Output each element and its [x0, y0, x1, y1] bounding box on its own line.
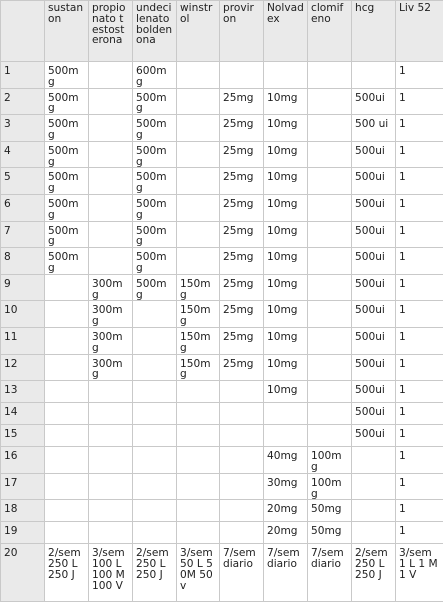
row-index-cell: 4: [1, 141, 45, 168]
table-cell: [45, 425, 89, 447]
table-cell: [133, 473, 177, 500]
column-header: propionato testosterona: [89, 1, 133, 62]
table-cell: 500ui: [352, 327, 396, 354]
table-cell: 25mg: [220, 327, 264, 354]
row-index-cell: 18: [1, 500, 45, 522]
table-cell: [308, 194, 352, 221]
column-header: Liv 52: [396, 1, 443, 62]
table-cell: 500mg: [45, 248, 89, 275]
table-cell: 25mg: [220, 274, 264, 301]
row-index-cell: 5: [1, 168, 45, 195]
table-cell: [89, 194, 133, 221]
table-row: [1, 62, 443, 89]
table-cell: 500mg: [45, 194, 89, 221]
table-cell: 3/sem 100 L 100 M 100 V: [89, 544, 133, 602]
table-cell: [177, 381, 220, 403]
table-cell: [45, 354, 89, 381]
table-cell: [89, 248, 133, 275]
table-cell: 7/sem diario: [308, 544, 352, 602]
table-cell: [89, 381, 133, 403]
table-cell: [45, 500, 89, 522]
table-cell: [308, 381, 352, 403]
table-cell: [177, 141, 220, 168]
table-row: [1, 248, 443, 275]
table-cell: [308, 221, 352, 248]
table-cell: [177, 62, 220, 89]
table-cell: [177, 115, 220, 142]
table-cell: 10mg: [264, 168, 308, 195]
table-cell: [133, 447, 177, 474]
table-cell: 500ui: [352, 425, 396, 447]
table-cell: 2/sem 250 L 250 J: [45, 544, 89, 602]
table-cell: 50mg: [308, 500, 352, 522]
table-cell: 25mg: [220, 301, 264, 328]
column-header: winstrol: [177, 1, 220, 62]
table-cell: 1: [396, 522, 443, 544]
table-cell: 40mg: [264, 447, 308, 474]
header-row: [1, 1, 443, 62]
table-cell: [177, 403, 220, 425]
table-cell: 10mg: [264, 194, 308, 221]
table-cell: 1: [396, 115, 443, 142]
table-cell: 150mg: [177, 327, 220, 354]
table-cell: [220, 473, 264, 500]
table-cell: [308, 327, 352, 354]
table-cell: [308, 88, 352, 115]
table-cell: [308, 248, 352, 275]
table-cell: [89, 141, 133, 168]
table-cell: 300mg: [89, 301, 133, 328]
table-cell: [45, 381, 89, 403]
table-cell: 500mg: [133, 141, 177, 168]
table-cell: 600mg: [133, 62, 177, 89]
table-cell: 25mg: [220, 88, 264, 115]
table-cell: [308, 168, 352, 195]
table-cell: [177, 447, 220, 474]
row-index-cell: 6: [1, 194, 45, 221]
table-cell: [352, 447, 396, 474]
table-cell: 500ui: [352, 221, 396, 248]
table-row: [1, 141, 443, 168]
table-cell: 1: [396, 403, 443, 425]
table-cell: [220, 62, 264, 89]
table-cell: 500mg: [45, 115, 89, 142]
table-cell: 1: [396, 354, 443, 381]
table-cell: [352, 522, 396, 544]
table-cell: 20mg: [264, 500, 308, 522]
table-cell: 500mg: [133, 194, 177, 221]
table-cell: [45, 274, 89, 301]
table-cell: 10mg: [264, 221, 308, 248]
table-cell: [89, 473, 133, 500]
column-header: undecilenato boldenona: [133, 1, 177, 62]
row-index-cell: 20: [1, 544, 45, 602]
table-cell: 500mg: [45, 168, 89, 195]
table-cell: [352, 62, 396, 89]
table-cell: [220, 522, 264, 544]
table-row: [1, 115, 443, 142]
table-cell: 10mg: [264, 88, 308, 115]
table-row: [1, 544, 443, 602]
table-cell: 1: [396, 500, 443, 522]
table-cell: 10mg: [264, 248, 308, 275]
table-cell: [45, 327, 89, 354]
table-cell: 25mg: [220, 354, 264, 381]
table-cell: 3/sem 50 L 50M 50v: [177, 544, 220, 602]
table-cell: 500mg: [45, 221, 89, 248]
table-cell: 500mg: [133, 221, 177, 248]
table-cell: 30mg: [264, 473, 308, 500]
table-cell: [220, 381, 264, 403]
table-row: [1, 522, 443, 544]
table-cell: 150mg: [177, 301, 220, 328]
table-cell: 2/sem 250 L 250 J: [352, 544, 396, 602]
table-cell: 7/sem diario: [220, 544, 264, 602]
table-cell: [264, 425, 308, 447]
table-cell: 1: [396, 221, 443, 248]
table-cell: [89, 403, 133, 425]
table-cell: 3/sem 1 L 1 M 1 V: [396, 544, 443, 602]
table-cell: 1: [396, 62, 443, 89]
table-cell: 500ui: [352, 381, 396, 403]
table-row: [1, 354, 443, 381]
table-cell: [308, 274, 352, 301]
table-cell: 1: [396, 88, 443, 115]
row-index-cell: 8: [1, 248, 45, 275]
table-cell: [89, 168, 133, 195]
table-cell: [177, 168, 220, 195]
row-index-cell: 17: [1, 473, 45, 500]
table-cell: [220, 447, 264, 474]
table-cell: 1: [396, 301, 443, 328]
table-cell: 500mg: [45, 62, 89, 89]
table-cell: [89, 88, 133, 115]
table-cell: 500ui: [352, 274, 396, 301]
table-cell: [133, 522, 177, 544]
table-cell: [89, 522, 133, 544]
table-cell: [89, 425, 133, 447]
table-cell: [308, 354, 352, 381]
table-cell: 25mg: [220, 141, 264, 168]
table-cell: 10mg: [264, 274, 308, 301]
table-cell: 1: [396, 168, 443, 195]
row-index-cell: 14: [1, 403, 45, 425]
table-cell: 500mg: [133, 88, 177, 115]
table-cell: [220, 403, 264, 425]
table-row: [1, 500, 443, 522]
table-cell: 100mg: [308, 473, 352, 500]
table-cell: [133, 381, 177, 403]
row-index-cell: 11: [1, 327, 45, 354]
table-cell: 500ui: [352, 88, 396, 115]
table-cell: 25mg: [220, 221, 264, 248]
table-cell: [352, 500, 396, 522]
table-cell: [133, 425, 177, 447]
table-cell: 1: [396, 381, 443, 403]
table-cell: [177, 425, 220, 447]
table-cell: 100mg: [308, 447, 352, 474]
table-cell: 500ui: [352, 248, 396, 275]
table-cell: [308, 115, 352, 142]
table-cell: 500ui: [352, 141, 396, 168]
column-header: hcg: [352, 1, 396, 62]
table-body: [1, 1, 443, 602]
table-cell: 300mg: [89, 274, 133, 301]
table-cell: [177, 221, 220, 248]
table-row: [1, 88, 443, 115]
table-cell: [177, 473, 220, 500]
table-cell: [89, 115, 133, 142]
table-cell: 10mg: [264, 301, 308, 328]
row-index-cell: 12: [1, 354, 45, 381]
table-cell: [177, 194, 220, 221]
table-cell: [308, 403, 352, 425]
table-cell: 500ui: [352, 168, 396, 195]
table-row: [1, 381, 443, 403]
table-cell: 500mg: [45, 88, 89, 115]
table-cell: 50mg: [308, 522, 352, 544]
table-cell: 20mg: [264, 522, 308, 544]
table-cell: 10mg: [264, 381, 308, 403]
table-cell: [45, 447, 89, 474]
table-cell: 1: [396, 141, 443, 168]
table-cell: [45, 403, 89, 425]
table-cell: [177, 500, 220, 522]
row-index-cell: 7: [1, 221, 45, 248]
table-cell: 500mg: [133, 248, 177, 275]
table-cell: [45, 522, 89, 544]
table-cell: [89, 221, 133, 248]
table-cell: 1: [396, 473, 443, 500]
column-header: Nolvadex: [264, 1, 308, 62]
table-cell: [308, 62, 352, 89]
table-cell: 7/sem diario: [264, 544, 308, 602]
table-cell: [264, 403, 308, 425]
table-cell: 500ui: [352, 403, 396, 425]
table-cell: [352, 473, 396, 500]
column-header: clomifeno: [308, 1, 352, 62]
table-row: [1, 425, 443, 447]
row-index-cell: 1: [1, 62, 45, 89]
table-cell: 10mg: [264, 327, 308, 354]
table-cell: 10mg: [264, 354, 308, 381]
table-row: [1, 301, 443, 328]
table-cell: [133, 327, 177, 354]
table-cell: 1: [396, 194, 443, 221]
table-cell: 1: [396, 425, 443, 447]
table-row: [1, 327, 443, 354]
table-row: [1, 403, 443, 425]
table-cell: 500mg: [45, 141, 89, 168]
row-index-cell: 2: [1, 88, 45, 115]
table-cell: [133, 301, 177, 328]
table-cell: 500ui: [352, 301, 396, 328]
table-cell: [133, 403, 177, 425]
table-cell: 25mg: [220, 248, 264, 275]
table-cell: 1: [396, 447, 443, 474]
table-cell: [45, 301, 89, 328]
table-cell: 300mg: [89, 354, 133, 381]
table-cell: [220, 500, 264, 522]
row-index-cell: 19: [1, 522, 45, 544]
row-index-cell: 3: [1, 115, 45, 142]
table-cell: 25mg: [220, 194, 264, 221]
table-cell: 1: [396, 248, 443, 275]
table-cell: 500mg: [133, 274, 177, 301]
table-cell: 500ui: [352, 354, 396, 381]
table-row: [1, 274, 443, 301]
row-index-cell: 10: [1, 301, 45, 328]
table-cell: [45, 473, 89, 500]
table-cell: 1: [396, 274, 443, 301]
table-cell: 10mg: [264, 141, 308, 168]
table-cell: 500mg: [133, 115, 177, 142]
corner-header: [1, 1, 45, 62]
table-cell: [133, 354, 177, 381]
table-row: [1, 168, 443, 195]
table-cell: [177, 88, 220, 115]
table-cell: [308, 425, 352, 447]
column-header: sustanon: [45, 1, 89, 62]
table-cell: 25mg: [220, 168, 264, 195]
table-cell: 150mg: [177, 274, 220, 301]
table-row: [1, 473, 443, 500]
table-cell: 300mg: [89, 327, 133, 354]
row-index-cell: 16: [1, 447, 45, 474]
table-cell: [89, 62, 133, 89]
table-cell: [89, 500, 133, 522]
table-cell: 10mg: [264, 115, 308, 142]
row-index-cell: 15: [1, 425, 45, 447]
table-cell: [89, 447, 133, 474]
table-cell: 500ui: [352, 194, 396, 221]
table-cell: [177, 522, 220, 544]
row-index-cell: 9: [1, 274, 45, 301]
table-cell: [177, 248, 220, 275]
table-cell: [220, 425, 264, 447]
table-cell: 1: [396, 327, 443, 354]
table-row: [1, 221, 443, 248]
table-cell: [133, 500, 177, 522]
table-row: [1, 447, 443, 474]
row-index-cell: 13: [1, 381, 45, 403]
table-cell: 2/sem 250 L 250 J: [133, 544, 177, 602]
table-row: [1, 194, 443, 221]
table-cell: [308, 301, 352, 328]
column-header: proviron: [220, 1, 264, 62]
table-cell: 500 ui: [352, 115, 396, 142]
table-cell: [308, 141, 352, 168]
table-cell: [264, 62, 308, 89]
table-cell: 150mg: [177, 354, 220, 381]
table-cell: 25mg: [220, 115, 264, 142]
table-cell: 500mg: [133, 168, 177, 195]
